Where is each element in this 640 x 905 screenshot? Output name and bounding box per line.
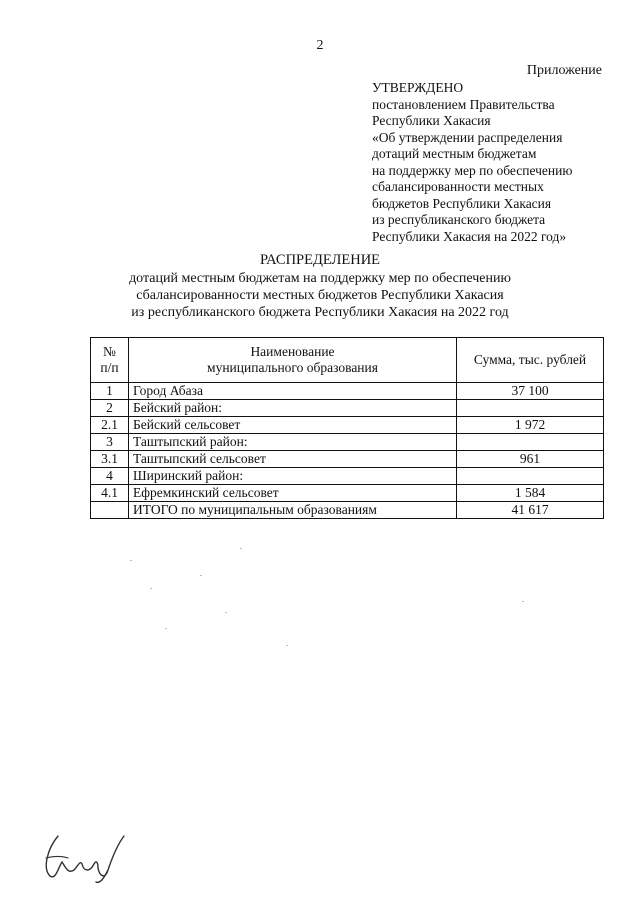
table-row [91,383,604,400]
row-sum: 1 584 [457,485,604,502]
row-num: 2.1 [91,417,129,434]
row-num: 4 [91,468,129,485]
subtitle-line: дотаций местным бюджетам на поддержку мер по обеспечению [129,271,511,286]
table-row [91,468,604,485]
table-row [91,434,604,451]
table-row [91,485,604,502]
page-number: 2 [316,38,324,53]
approval-line: УТВЕРЖДЕНО [372,80,464,95]
row-name: Ширинский район: [129,468,457,485]
table-row [91,417,604,434]
row-name: Ефремкинский сельсовет [129,485,457,502]
row-sum [457,434,604,451]
total-sum: 41 617 [457,502,604,519]
approval-line: из республиканского бюджета [372,212,546,227]
approval-line: Республики Хакасия на 2022 год» [372,228,567,244]
row-name: Таштыпский район: [129,434,457,451]
distribution-table [90,337,604,519]
approval-line: постановлением Правительства [372,96,555,112]
header-name-line: муниципального образования [207,360,378,375]
document-subtitle [0,270,640,321]
row-num: 1 [91,383,129,400]
row-name: Таштыпский сельсовет [129,451,457,468]
table-header-row [91,338,604,383]
row-sum: 961 [457,451,604,468]
row-sum [457,468,604,485]
header-num-line: п/п [100,360,119,375]
row-name: Бейский сельсовет [129,417,457,434]
approval-line: на поддержку мер по обеспечению [372,162,573,178]
header-name-line: Наименование [250,344,335,359]
row-num: 4.1 [91,485,129,502]
row-sum [457,400,604,417]
header-sum: Сумма, тыс. рублей [457,338,604,383]
row-num: 3 [91,434,129,451]
table-total-row [91,502,604,519]
appendix-label: Приложение [526,63,602,78]
total-num-cell [91,502,129,519]
header-num-line: № [103,344,116,359]
total-label: ИТОГО по муниципальным образованиям [129,502,457,519]
header-name [129,338,457,383]
document-title: РАСПРЕДЕЛЕНИЕ [259,252,381,268]
row-name: Город Абаза [129,383,457,400]
row-num: 3.1 [91,451,129,468]
table-row [91,451,604,468]
subtitle-line: из республиканского бюджета Республики Хакасия на 2022 год [131,305,509,320]
signature-image [40,828,130,888]
header-num [91,338,129,383]
approval-line: «Об утверждении распределения [372,129,563,145]
subtitle-line: сбалансированности местных бюджетов Республики Хакасия [136,288,504,303]
approval-line: Республики Хакасия [372,113,491,128]
row-sum: 1 972 [457,417,604,434]
approval-line: бюджетов Республики Хакасия [372,195,552,211]
row-sum: 37 100 [457,383,604,400]
approval-block [372,80,572,245]
approval-line: сбалансированности местных [372,179,544,194]
approval-line: дотаций местным бюджетам [372,146,537,161]
table-row [91,400,604,417]
row-num: 2 [91,400,129,417]
row-name: Бейский район: [129,400,457,417]
